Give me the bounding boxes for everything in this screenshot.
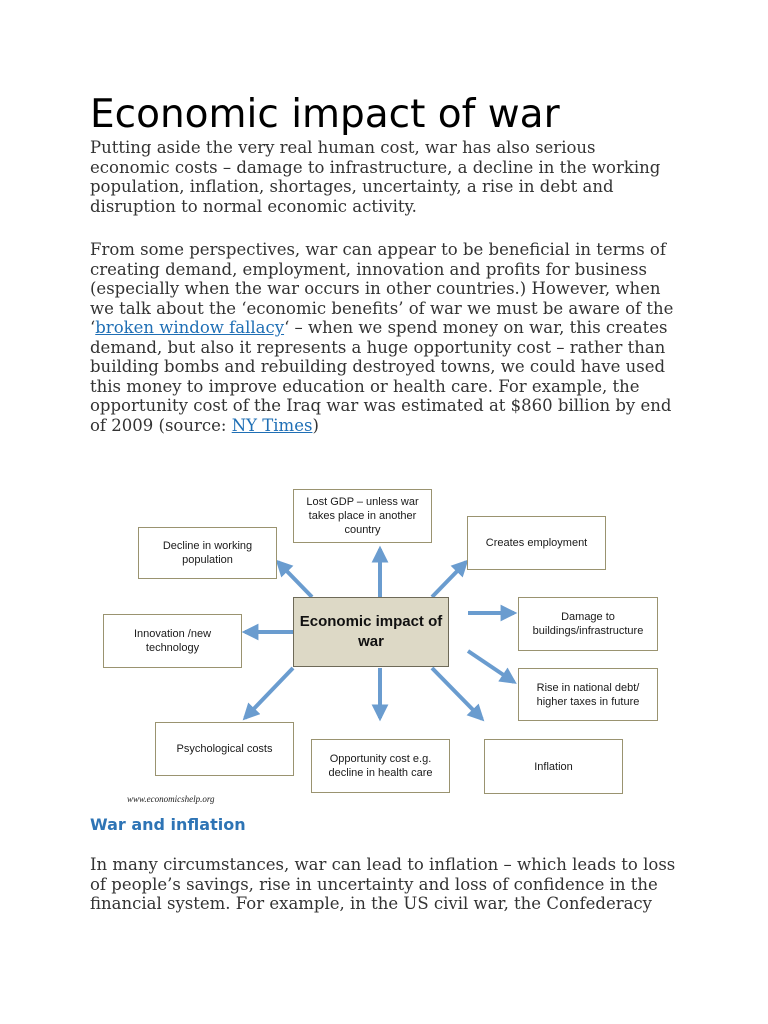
node-lost-gdp: Lost GDP – unless war takes place in another country xyxy=(293,489,432,543)
page-title: Economic impact of war xyxy=(90,92,560,137)
arrow-down-right xyxy=(432,668,482,719)
paragraph-text: ‘ – when we spend money on war, this creates demand, but also it represents a huge opportunity cost – rather than building bombs and rebuilding destroyed towns, we could have used this money to improve education or health care. For example, the opportunity cost of the Iraq war was estimated at $860 billion by end of 2009 (source: xyxy=(90,318,672,435)
ny-times-link[interactable]: NY Times xyxy=(231,415,313,435)
broken-window-fallacy-link[interactable]: broken window fallacy xyxy=(95,318,285,337)
arrow-right-down xyxy=(468,651,514,682)
section-heading: War and inflation xyxy=(90,815,246,834)
intro-paragraph: Putting aside the very real human cost, war has also serious economic costs – damage to infrastructure, a decline in the working population, inflation, shortages, uncertainty, a rise in debt and disruption to normal economic activity. xyxy=(90,138,661,216)
arrow-down-left xyxy=(245,668,293,718)
node-rise-national-debt: Rise in national debt/ higher taxes in future xyxy=(518,668,658,721)
node-psychological-costs: Psychological costs xyxy=(155,722,294,776)
node-innovation: Innovation /new technology xyxy=(103,614,242,668)
paragraph-text: ) xyxy=(312,415,319,435)
arrow-up-left xyxy=(278,562,312,597)
paragraph-text: From some perspectives, war can appear to be beneficial in terms of creating demand, employment, innovation and profits for business (especially when the war occurs in other countries.) However, when we talk about the ‘economic benefits’ of war we must be aware of the ‘ xyxy=(90,240,674,337)
arrow-up-right xyxy=(432,562,466,597)
node-opportunity-cost: Opportunity cost e.g. decline in health care xyxy=(311,739,450,793)
node-creates-employment: Creates employment xyxy=(467,516,606,570)
inflation-paragraph: In many circumstances, war can lead to inflation – which leads to loss of people’s savings, rise in uncertainty and loss of confidence in the financial system. For example, in the US civil war, the Confederacy xyxy=(90,855,676,913)
perspectives-paragraph xyxy=(90,240,680,435)
diagram-center-node: Economic impact of war xyxy=(293,597,449,667)
node-damage-infrastructure: Damage to buildings/infrastructure xyxy=(518,597,658,651)
diagram-credit: www.economicshelp.org xyxy=(127,794,215,804)
node-decline-working-population: Decline in working population xyxy=(138,527,277,579)
node-inflation: Inflation xyxy=(484,739,623,794)
